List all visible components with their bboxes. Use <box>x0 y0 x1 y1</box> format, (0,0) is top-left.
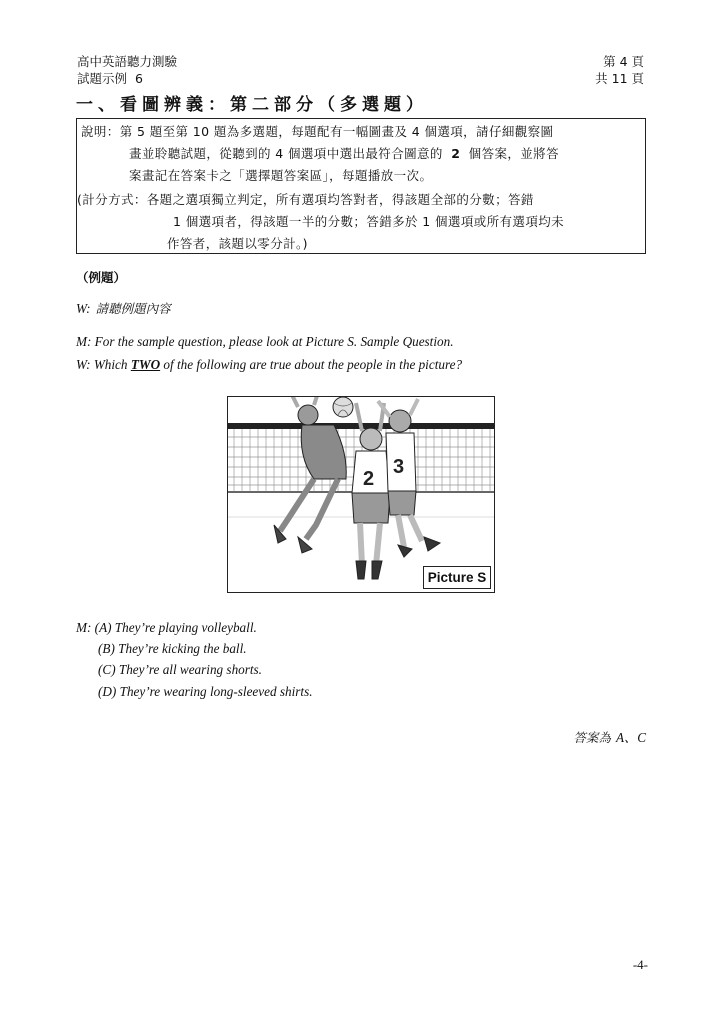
option-c: (C) They’re all wearing shorts. <box>98 662 262 677</box>
picture-s <box>227 396 495 593</box>
example-label-row <box>77 71 143 87</box>
example-heading: （例題） <box>76 270 127 285</box>
instruction-line-2-text: 畫並聆聽試題，從聽到的 4 個選項中選出最符合圖意的 <box>129 146 443 161</box>
jersey-number-2: 2 <box>363 468 375 490</box>
answer-value: A、C <box>615 730 646 745</box>
scoring-line-2: 1 個選項者，得該題一半的分數；答錯多於 1 個選項或所有選項均未 <box>173 214 565 229</box>
question-prefix: W: Which <box>76 357 131 372</box>
page-label: 第 4 頁 <box>603 54 644 69</box>
option-b: (B) They’re kicking the ball. <box>98 641 247 656</box>
section-title: 一、看圖辨義：第二部分（多選題） <box>76 95 428 115</box>
player-three <box>378 399 440 557</box>
instruction-line-2-tail: 個答案，並將答 <box>468 146 559 161</box>
scoring-line-3: 作答者，該題以零分計。) <box>167 236 308 251</box>
man-line: M: For the sample question, please look at Picture S. Sample Question. <box>76 334 454 349</box>
instruction-line-1: 說明：第 5 題至第 10 題為多選題，每題配有一幅圖畫及 4 個選項，請仔細觀察圖 <box>81 124 554 139</box>
question-emphasis: TWO <box>130 357 161 372</box>
picture-label: Picture S <box>423 566 491 589</box>
page-number: -4- <box>632 957 648 972</box>
scoring-line-1: (計分方式：各題之選項獨立判定，所有選項均答對者，得該題全部的分數；答錯 <box>77 192 534 207</box>
total-pages-label: 共 11 頁 <box>595 71 644 86</box>
woman-prompt-text: 請聽例題內容 <box>95 301 171 316</box>
woman-prompt <box>76 298 171 317</box>
woman-prompt-speaker: W: <box>76 301 91 316</box>
example-label: 試題示例 <box>77 71 128 86</box>
option-a: M: (A) They’re playing volleyball. <box>76 620 257 635</box>
instructions-box <box>76 118 646 254</box>
opponent-player <box>274 397 346 553</box>
instruction-line-3: 案畫記在答案卡之「選擇題答案區」，每題播放一次。 <box>129 168 433 183</box>
volleyball-ball <box>333 397 353 417</box>
question-suffix: of the following are true about the people in the picture? <box>160 357 463 372</box>
answer-label: 答案為 <box>573 730 611 745</box>
instruction-line-2 <box>129 143 559 166</box>
test-name: 高中英語聽力測驗 <box>77 54 178 69</box>
answer-line <box>573 727 646 746</box>
volleyball-illustration <box>228 397 495 593</box>
jersey-number-3: 3 <box>393 456 405 478</box>
example-number: 6 <box>135 71 143 86</box>
instruction-answer-count: 2 <box>451 146 461 161</box>
woman-question <box>76 357 462 373</box>
option-d: (D) They’re wearing long-sleeved shirts. <box>98 684 313 699</box>
player-two <box>352 403 390 579</box>
